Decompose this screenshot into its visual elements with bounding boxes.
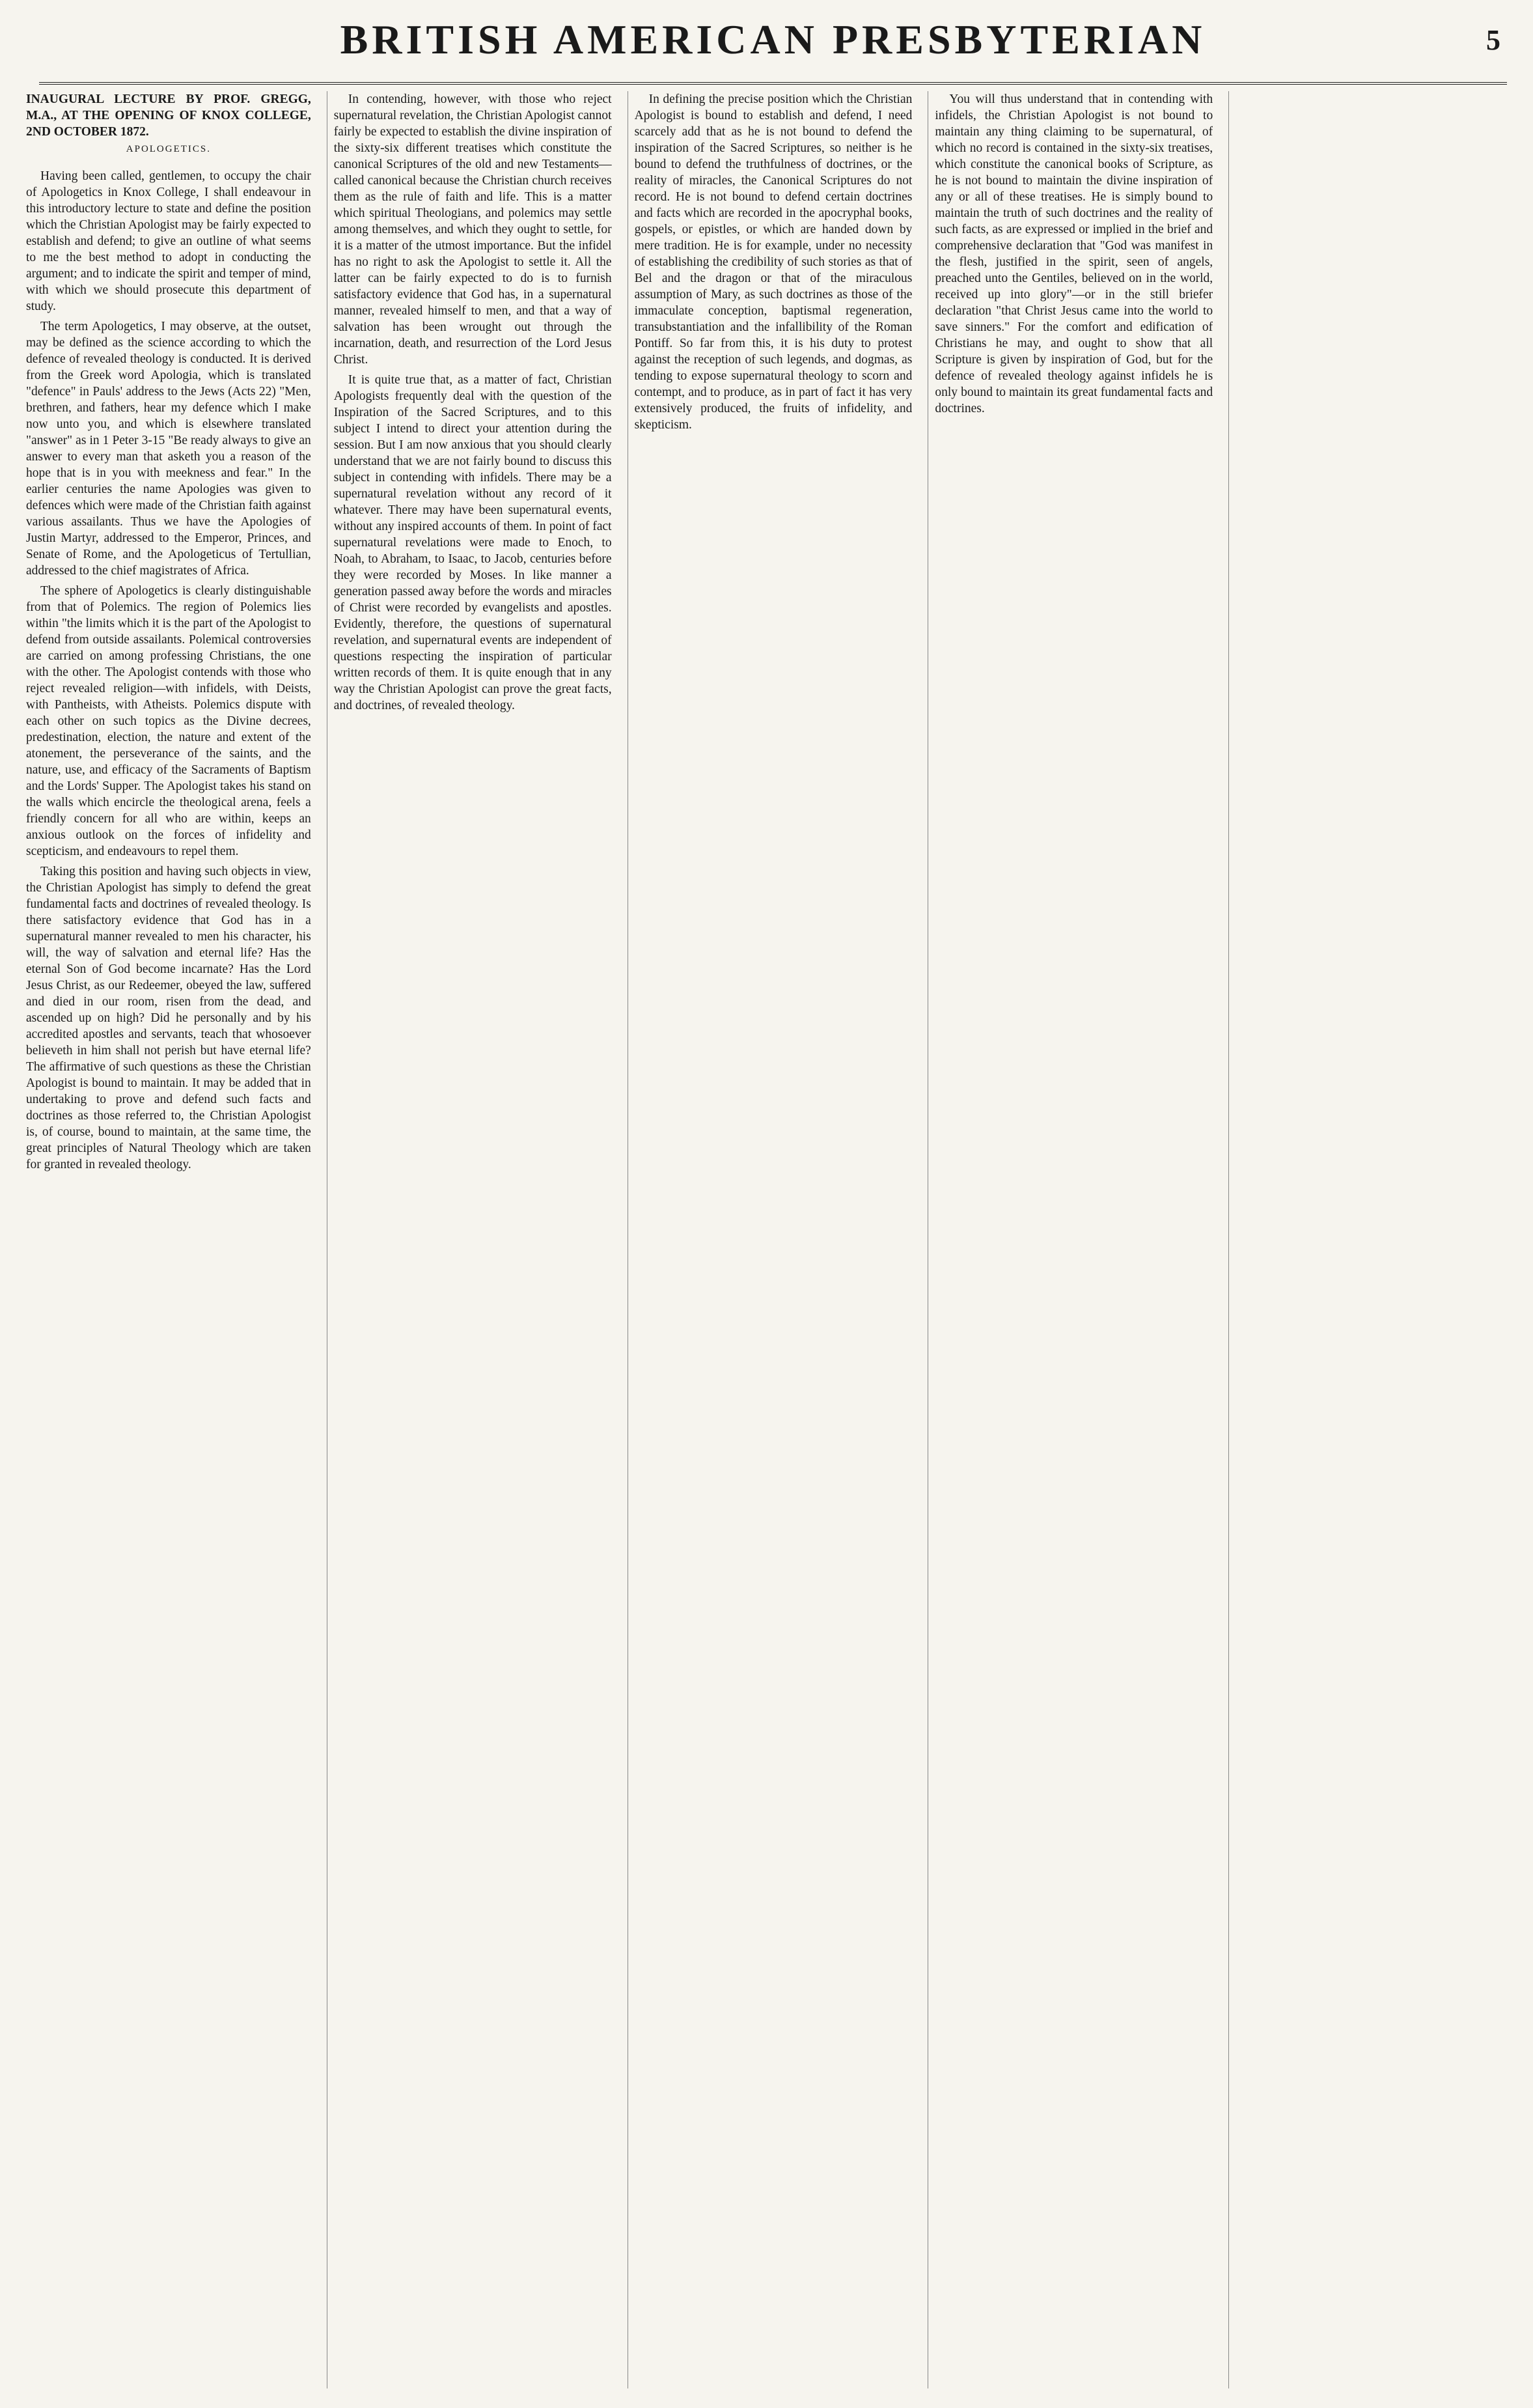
column-3 (628, 91, 913, 2388)
paragraph: Taking this position and having such objects in view, the Christian Apologist has simply to defend the great fundamental facts and doctrines of revealed theology. Is there satisfactory evidence that God has in a supernatural manner revealed to men his character, his will, the way of salvation and eternal life? Has the eternal Son of God become incarnate? Has the Lord Jesus Christ, as our Redeemer, obeyed the law, suffered and died in our room, risen from the dead, and ascended up on high? Did he personally and by his accredited apostles and servants, teach that whosoever believeth in him shall not perish but have eternal life? The affirmative of such questions as these the Christian Apologist is bound to maintain. It may be added that in undertaking to prove and defend such facts and doctrines as those referred to, the Christian Apologist is, of course, bound to maintain, at the same time, the great principles of Natural Theology which are taken for granted in revealed theology. (26, 865, 311, 1171)
paragraph: In defining the precise position which the Christian Apologist is bound to establish and defend, I need scarcely add that as he is not bound to defend the inspiration of the Sacred Scriptures, so neither is he bound to defend the truthfulness of doctrines, or the reality of miracles, the Canonical Scriptures do not record. He is not bound to defend certain doctrines and facts which are recorded in the apocryphal books, gospels, or epistles, or which are handed down by mere tradition. He is for example, under no necessity of establishing the credibility of such stories as that of Bel and the dragon or that of the miraculous assumption of Mary, as such doctrines as those of the immaculate conception, baptismal regeneration, transubstantiation and the infallibility of the Roman Pontiff. So far from this, it is his duty to protest against the reception of such legends, and dogmas, as tending to expose supernatural theology to scorn and contempt, and to produce, as in part of fact it has very extensively produced, the fruits of infidelity, and skepticism. (634, 92, 913, 432)
article-subheading: APOLOGETICS. (126, 144, 212, 154)
column-2 (327, 91, 612, 2388)
paragraph: You will thus understand that in contending with infidels, the Christian Apologist is not bound to maintain any thing claiming to be supernatural, of which no record is contained in the sixty-six treatises, which constitute the canonical books of Scripture, as he is not bound to maintain the divine inspiration of any or all of these treatises. He is simply bound to maintain the truth of such doctrines and the reality of such facts, as are expressed or implied in the brief and comprehensive declaration that "God was manifest in the flesh, justified in the spirit, seen of angels, preached unto the Gentiles, believed on in the world, received up into glory"—or in the still briefer declaration "that Christ Jesus came into the world to save sinners." For the comfort and edification of Christians he may, and ought to show that all Scripture is given by inspiration of God, but for the defence of revealed theology against infidels he is only bound to maintain its great fundamental facts and doctrines. (935, 92, 1213, 415)
article-columns (26, 91, 1513, 2388)
newspaper-title: BRITISH AMERICAN PRESBYTERIAN (340, 16, 1206, 63)
paragraph: The sphere of Apologetics is clearly distinguishable from that of Polemics. The region of Polemics lies within "the limits which it is the part of the Apologist to defend from outside assailants. Polemical controversies are carried on among professing Christians, the one with the other. The Apologist contends with those who reject revealed religion—with infidels, with Deists, with Pantheists, with Atheists. Polemics dispute with each other on such topics as the Divine decrees, predestination, election, the nature and extent of the atonement, the perseverance of the saints, and the nature, use, and efficacy of the Sacraments of Baptism and the Lords' Supper. The Apologist takes his stand on the walls which encircle the theological arena, feels a friendly concern for all who are within, keeps an anxious outlook on the forces of infidelity and scepticism, and endeavours to repel them. (26, 584, 311, 858)
masthead (39, 4, 1507, 85)
article-headline: INAUGURAL LECTURE BY PROF. GREGG, M.A., AT THE OPENING OF KNOX COLLEGE, 2ND OCTOBER 1872. (26, 92, 311, 139)
page-number: 5 (1486, 24, 1500, 56)
column-1 (26, 91, 311, 2388)
paragraph: Having been called, gentlemen, to occupy the chair of Apologetics in Knox College, I shall endeavour in this introductory lecture to state and define the position which the Christian Apologist may be fairly expected to establish and defend; to give an outline of what seems to me the best method to adopt in conducting the argument; and to indicate the spirit and temper of mind, with which we should prosecute this department of study. (26, 169, 311, 313)
column-4 (928, 91, 1213, 2388)
column-5 (1228, 91, 1513, 2388)
paragraph: The term Apologetics, I may observe, at the outset, may be defined as the science according to which the defence of revealed theology is conducted. It is derived from the Greek word Apologia, which is translated "defence" in Pauls' address to the Jews (Acts 22) "Men, brethren, and fathers, hear my defence which I make now unto you, and which is elsewhere translated "answer" as in 1 Peter 3-15 "Be ready always to give an answer to every man that asketh you a reason of the hope that is in you with meekness and fear." In the earlier centuries the name Apologies was given to defences which were made of the Christian faith against various assailants. Thus we have the Apologies of Justin Martyr, addressed to the Emperor, Princes, and Senate of Rome, and the Apologeticus of Tertullian, addressed to the chief magistrates of Africa. (26, 320, 311, 578)
paragraph: It is quite true that, as a matter of fact, Christian Apologists frequently deal with the question of the Inspiration of the Sacred Scriptures, and to this subject I intend to direct your attention during the session. But I am now anxious that you should clearly understand that we are not fairly bound to discuss this subject in contending with infidels. There may be a supernatural revelation without any record of it whatever. There may have been supernatural events, without any inspired accounts of them. In point of fact supernatural revelations were made to Enoch, to Noah, to Abraham, to Isaac, to Jacob, centuries before they were recorded by Moses. In like manner a generation passed away before the words and miracles of Christ were recorded by evangelists and apostles. Evidently, therefore, the questions of supernatural revelation, and supernatural events are independent of questions respecting the inspiration of particular written records of them. It is quite enough that in any way the Christian Apologist can prove the great facts, and doctrines, of revealed theology. (333, 373, 612, 712)
paragraph: In contending, however, with those who reject supernatural revelation, the Christian Apologist cannot fairly be expected to establish the divine inspiration of the sixty-six different treatises which constitute the canonical Scriptures of the old and new Testaments—called canonical because the Christian church receives them as the rule of faith and life. This is a matter which spiritual Theologians, and polemics may settle among themselves, and which they ought to settle, for it is a matter of the utmost importance. But the infidel has no right to ask the Apologist to settle it. All the latter can be fairly expected to do is to furnish satisfactory evidence that God has, in a supernatural manner, revealed himself to men, and that a way of salvation has been wrought out through the incarnation, death, and resurrection of the Lord Jesus Christ. (333, 92, 612, 367)
